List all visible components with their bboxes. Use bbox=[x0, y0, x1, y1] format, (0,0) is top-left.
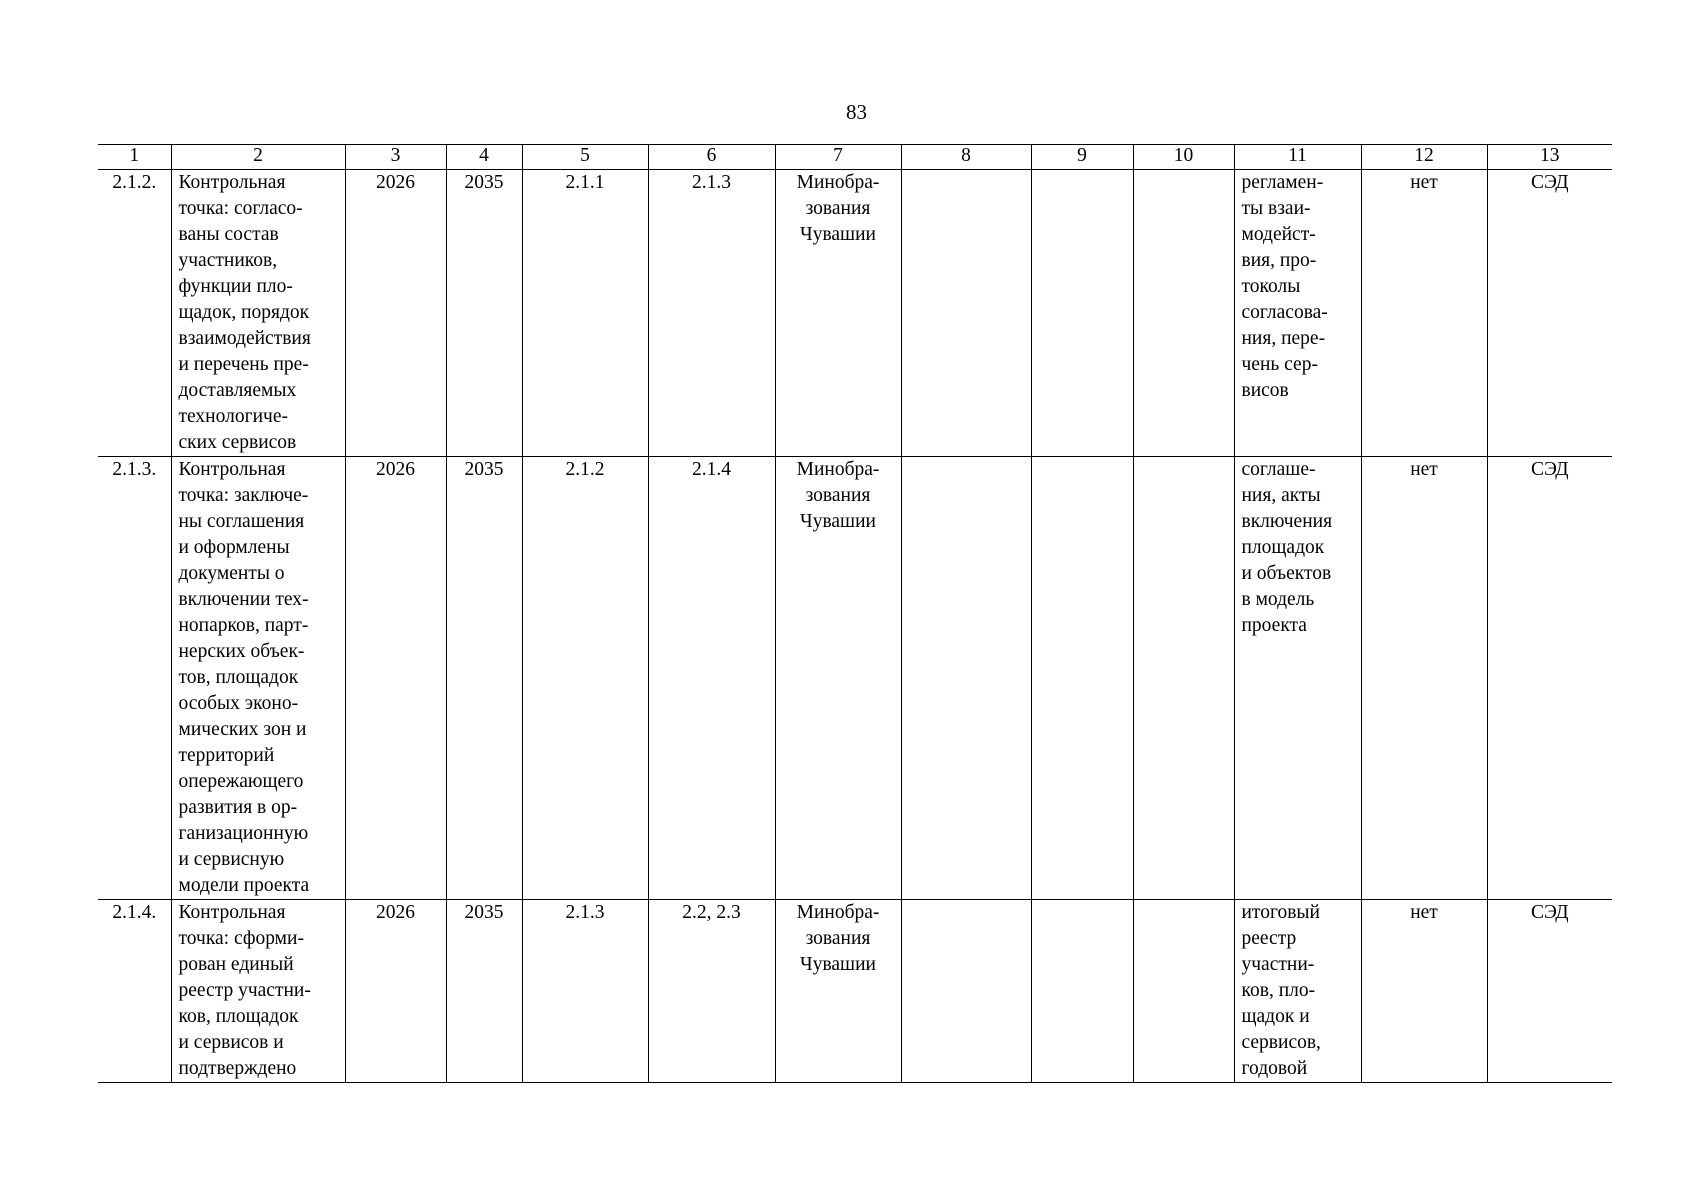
cell-responsible: Минобра- зования Чувашии bbox=[775, 900, 901, 1083]
cell-col9 bbox=[1031, 170, 1133, 457]
table-row bbox=[98, 170, 1612, 457]
cell-predecessor: 2.1.2 bbox=[522, 457, 648, 900]
cell-number: 2.1.3. bbox=[98, 457, 171, 900]
cell-col8 bbox=[901, 457, 1031, 900]
cell-col13: СЭД bbox=[1487, 170, 1612, 457]
cell-number: 2.1.4. bbox=[98, 900, 171, 1083]
cell-col12: нет bbox=[1361, 900, 1487, 1083]
plan-table bbox=[98, 144, 1612, 1083]
column-header: 12 bbox=[1361, 145, 1487, 170]
cell-description: Контрольная точка: заключе- ны соглашения и оформлены документы о включении тех- нопарков, парт- нерских объек- тов, площадок особых эконо- мических зон и территорий опережающего развития в ор- ганизационную и сервисную модели проекта bbox=[171, 457, 345, 900]
cell-number: 2.1.2. bbox=[98, 170, 171, 457]
cell-document: итоговый реестр участни- ков, пло- щадок и сервисов, годовой bbox=[1234, 900, 1361, 1083]
cell-responsible: Минобра- зования Чувашии bbox=[775, 457, 901, 900]
cell-col10 bbox=[1133, 170, 1234, 457]
column-header: 1 bbox=[98, 145, 171, 170]
table-row bbox=[98, 457, 1612, 900]
column-header: 9 bbox=[1031, 145, 1133, 170]
column-header: 3 bbox=[345, 145, 446, 170]
cell-predecessor: 2.1.1 bbox=[522, 170, 648, 457]
header-row bbox=[98, 145, 1612, 170]
cell-predecessor: 2.1.3 bbox=[522, 900, 648, 1083]
column-header: 6 bbox=[648, 145, 775, 170]
cell-end-year: 2035 bbox=[446, 170, 522, 457]
cell-col8 bbox=[901, 170, 1031, 457]
column-header: 10 bbox=[1133, 145, 1234, 170]
cell-description: Контрольная точка: согласо- ваны состав участников, функции пло- щадок, порядок взаимодействия и перечень пре- доставляемых технологиче- ских сервисов bbox=[171, 170, 345, 457]
cell-responsible: Минобра- зования Чувашии bbox=[775, 170, 901, 457]
table-row bbox=[98, 900, 1612, 1083]
cell-col13: СЭД bbox=[1487, 457, 1612, 900]
column-header: 4 bbox=[446, 145, 522, 170]
cell-description: Контрольная точка: сформи- рован единый реестр участни- ков, площадок и сервисов и подтверждено bbox=[171, 900, 345, 1083]
cell-end-year: 2035 bbox=[446, 457, 522, 900]
column-header: 2 bbox=[171, 145, 345, 170]
cell-start-year: 2026 bbox=[345, 170, 446, 457]
cell-col9 bbox=[1031, 457, 1133, 900]
column-header: 8 bbox=[901, 145, 1031, 170]
page-number: 83 bbox=[846, 100, 867, 124]
column-header: 5 bbox=[522, 145, 648, 170]
cell-col13: СЭД bbox=[1487, 900, 1612, 1083]
cell-successor: 2.1.3 bbox=[648, 170, 775, 457]
cell-col12: нет bbox=[1361, 170, 1487, 457]
cell-successor: 2.1.4 bbox=[648, 457, 775, 900]
cell-document: соглаше- ния, акты включения площадок и объектов в модель проекта bbox=[1234, 457, 1361, 900]
cell-col12: нет bbox=[1361, 457, 1487, 900]
column-header: 13 bbox=[1487, 145, 1612, 170]
cell-document: регламен- ты взаи- модейст- вия, про- токолы согласова- ния, пере- чень сер- висов bbox=[1234, 170, 1361, 457]
cell-end-year: 2035 bbox=[446, 900, 522, 1083]
cell-col9 bbox=[1031, 900, 1133, 1083]
cell-start-year: 2026 bbox=[345, 457, 446, 900]
column-header: 11 bbox=[1234, 145, 1361, 170]
cell-start-year: 2026 bbox=[345, 900, 446, 1083]
cell-successor: 2.2, 2.3 bbox=[648, 900, 775, 1083]
cell-col10 bbox=[1133, 900, 1234, 1083]
cell-col10 bbox=[1133, 457, 1234, 900]
column-header: 7 bbox=[775, 145, 901, 170]
cell-col8 bbox=[901, 900, 1031, 1083]
